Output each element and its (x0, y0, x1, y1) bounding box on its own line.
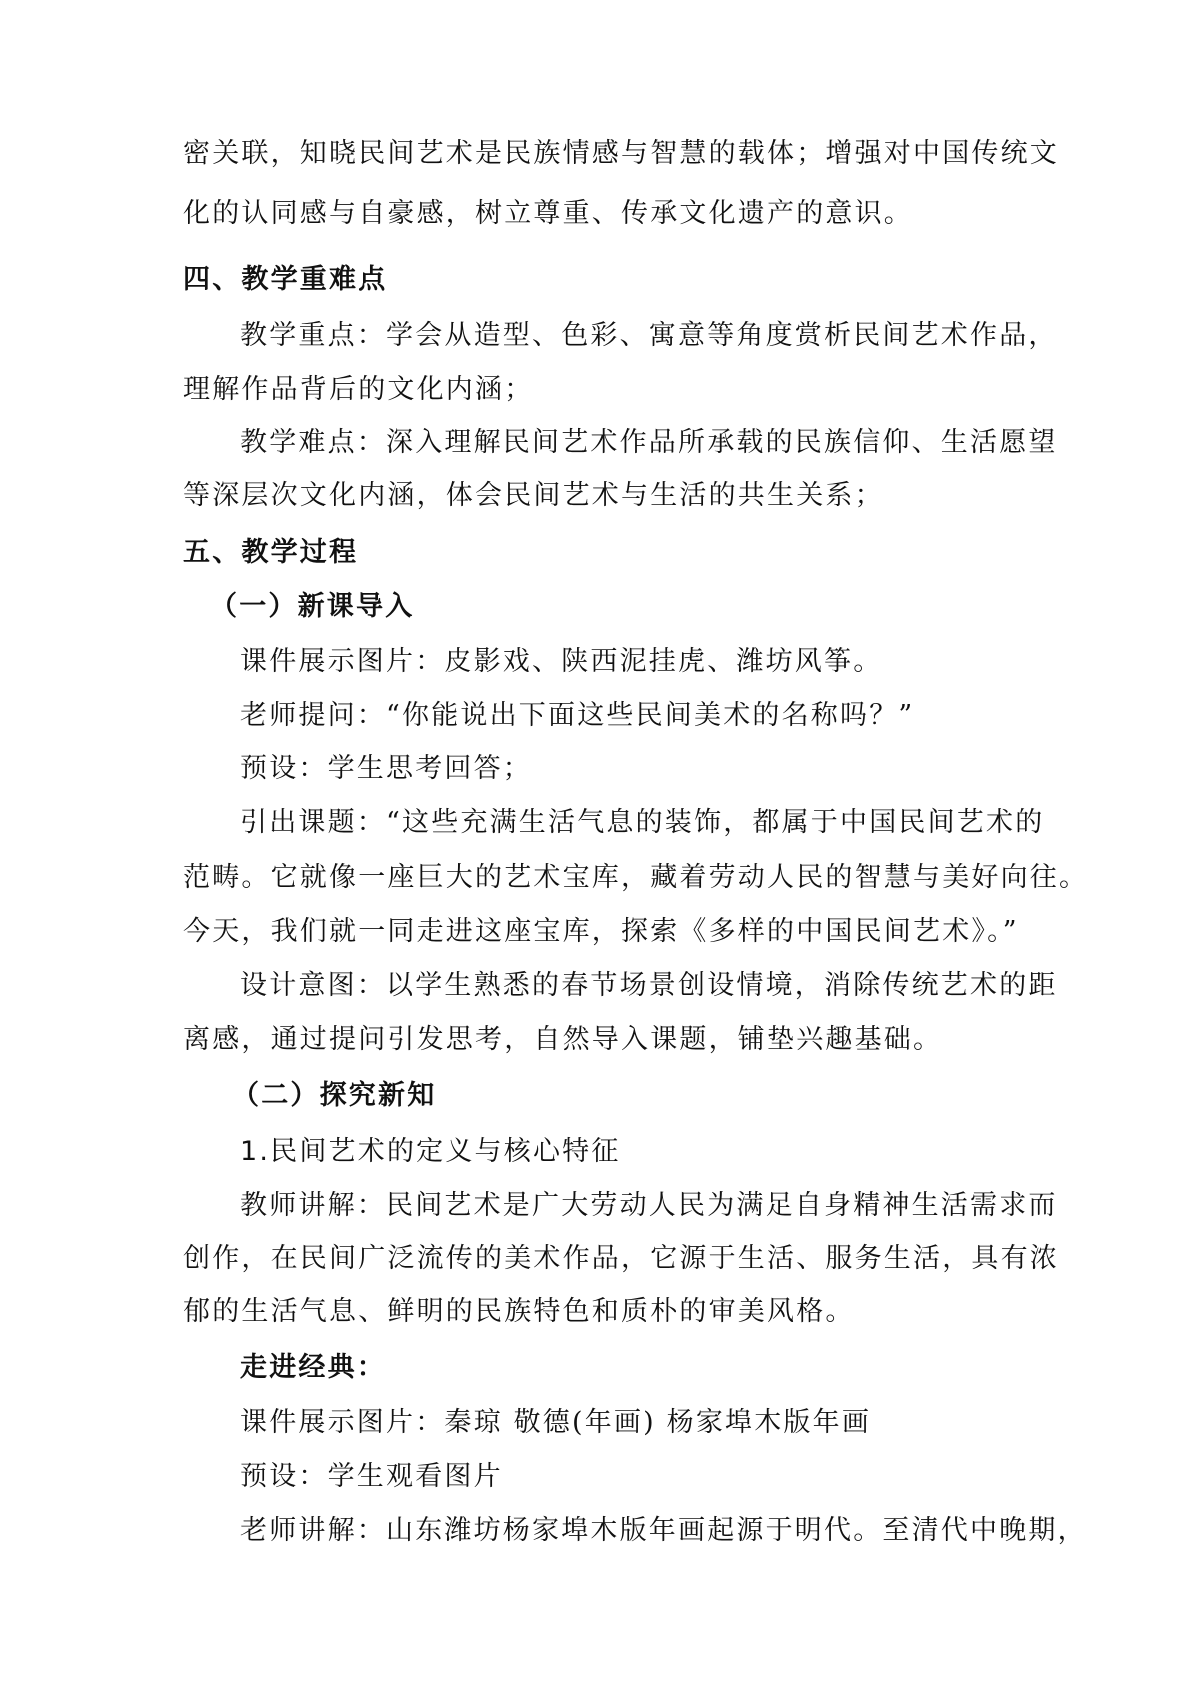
paragraph-line: 预设：学生思考回答； (240, 753, 532, 784)
paragraph-line: 郁的生活气息、鲜明的民族特色和质朴的审美风格。 (183, 1296, 855, 1327)
paragraph-line: 预设：学生观看图片 (240, 1461, 503, 1492)
paragraph-line: 创作，在民间广泛流传的美术作品，它源于生活、服务生活，具有浓 (183, 1243, 1059, 1274)
paragraph-line: 老师讲解：山东潍坊杨家埠木版年画起源于明代。至清代中晚期， (240, 1515, 1087, 1546)
paragraph-line: 今天，我们就一同走进这座宝库，探索《多样的中国民间艺术》。” (183, 916, 1019, 947)
subsection-item-heading: 1.民间艺术的定义与核心特征 (240, 1136, 621, 1167)
paragraph-line: 范畴。它就像一座巨大的艺术宝库，藏着劳动人民的智慧与美好向往。 (183, 862, 1089, 893)
paragraph-line: 教学重点：学会从造型、色彩、寓意等角度赏析民间艺术作品， (240, 320, 1058, 351)
paragraph-line: 化的认同感与自豪感，树立尊重、传承文化遗产的意识。 (183, 198, 913, 229)
paragraph-line: 教学难点：深入理解民间艺术作品所承载的民族信仰、生活愿望 (240, 427, 1058, 458)
paragraph-line: 等深层次文化内涵，体会民间艺术与生活的共生关系； (183, 480, 884, 511)
paragraph-line: 引出课题：“这些充满生活气息的装饰，都属于中国民间艺术的 (240, 807, 1045, 838)
paragraph-line: 离感，通过提问引发思考，自然导入课题，铺垫兴趣基础。 (183, 1024, 943, 1055)
section-heading-5: 五、教学过程 (183, 537, 359, 568)
focus-heading: 走进经典： (240, 1352, 386, 1383)
paragraph-line: 密关联，知晓民间艺术是民族情感与智慧的载体；增强对中国传统文 (183, 138, 1059, 169)
paragraph-line: 设计意图：以学生熟悉的春节场景创设情境，消除传统艺术的距 (240, 970, 1058, 1001)
paragraph-line: 课件展示图片：皮影戏、陕西泥挂虎、潍坊风筝。 (240, 646, 883, 677)
paragraph-line: 课件展示图片：秦琼 敬德(年画) 杨家埠木版年画 (240, 1407, 872, 1438)
subsection-heading: （一）新课导入 (210, 591, 415, 622)
paragraph-line: 老师提问：“你能说出下面这些民间美术的名称吗？” (240, 700, 915, 731)
section-heading-4: 四、教学重难点 (183, 264, 388, 295)
paragraph-line: 理解作品背后的文化内涵； (183, 374, 534, 405)
subsection-heading: （二）探究新知 (232, 1080, 437, 1111)
paragraph-line: 教师讲解：民间艺术是广大劳动人民为满足自身精神生活需求而 (240, 1190, 1058, 1221)
